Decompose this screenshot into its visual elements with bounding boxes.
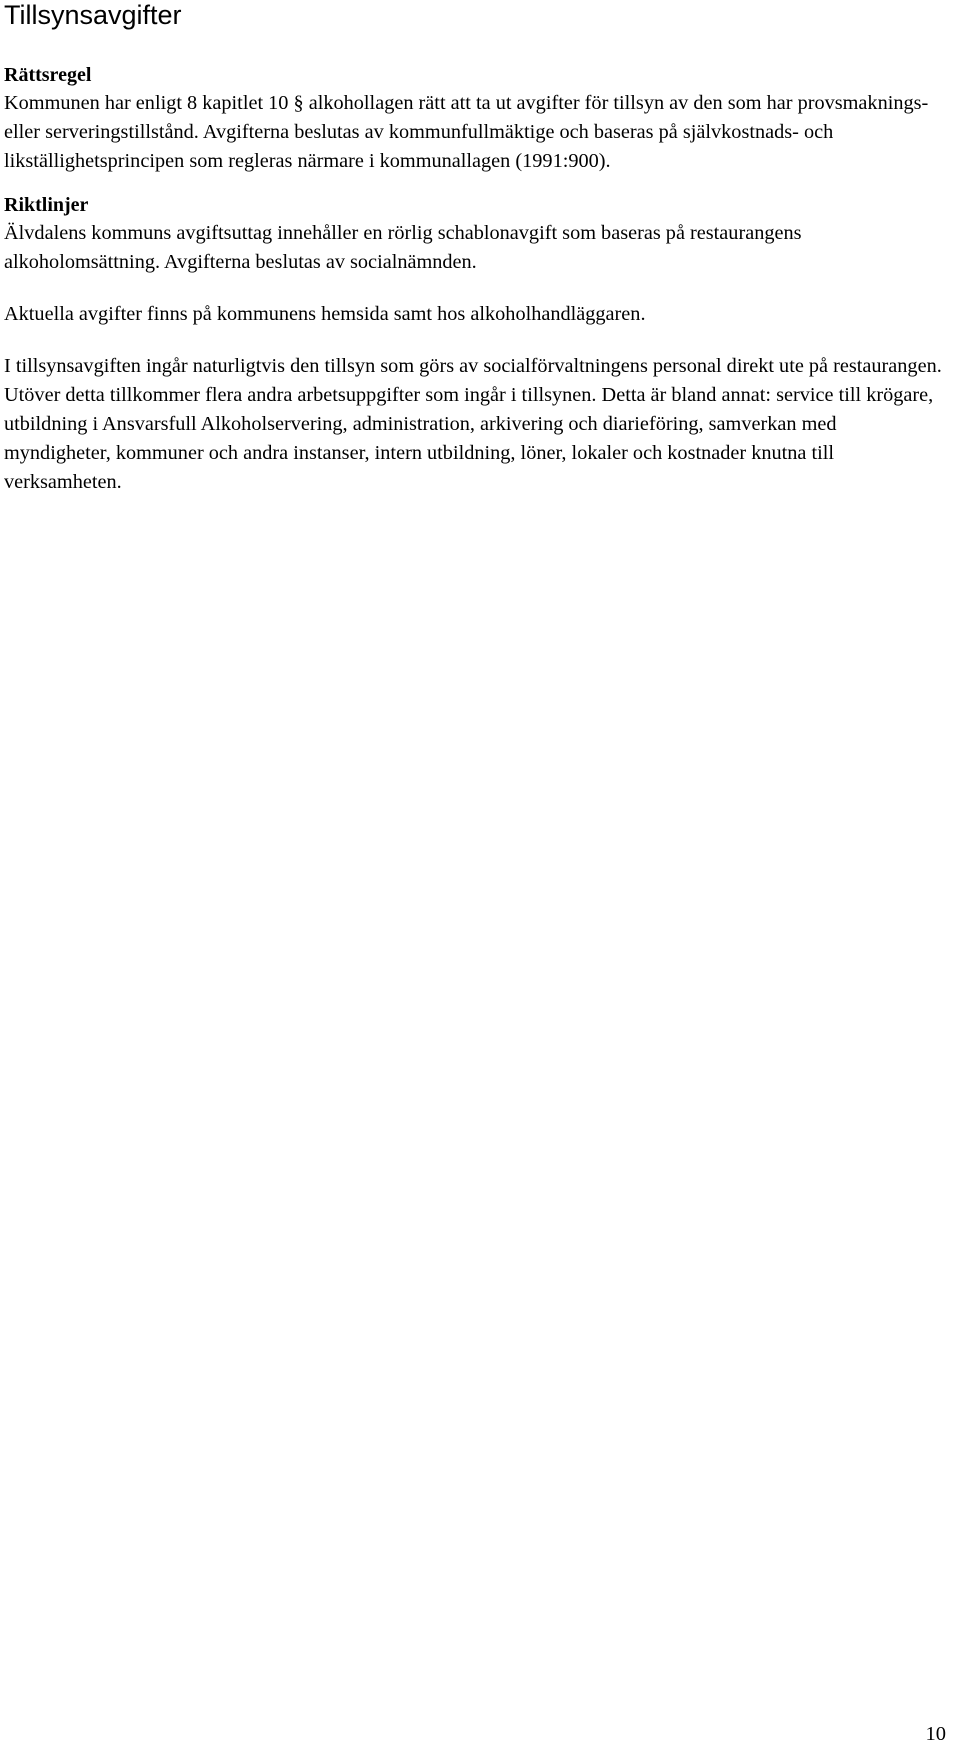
page-title: Tillsynsavgifter [4,0,182,30]
section-text-riktlinjer: Älvdalens kommuns avgiftsuttag innehåller en rörlig schablonavgift som baseras på restaurangens alkoholomsättning. Avgifterna beslutas av socialnämnden. [4,222,802,273]
section-heading-rattsregel: Rättsregel [4,64,92,86]
paragraph-aktuella-avgifter: Aktuella avgifter finns på kommunens hemsida samt hos alkoholhandläggaren. [4,303,646,325]
page-number: 10 [925,1723,946,1745]
section-rattsregel [4,61,948,176]
section-text-rattsregel: Kommunen har enligt 8 kapitlet 10 § alkohollagen rätt att ta ut avgifter för tillsyn av den som har provsmaknings- eller serveringstillstånd. Avgifterna beslutas av kommunfullmäktige och baseras på självkostnads- och likställighetsprincipen som regleras närmare i kommunallagen (1991:900). [4,92,929,172]
section-heading-riktlinjer: Riktlinjer [4,194,89,216]
section-riktlinjer [4,191,948,277]
document-body [4,0,948,497]
paragraph-tillsynsavgift-details: I tillsynsavgiften ingår naturligtvis den tillsyn som görs av socialförvaltningens personal direkt ute på restaurangen. Utöver detta tillkommer flera andra arbetsuppgifter som ingår i tillsynen. Detta är bland annat: service till krögare, utbildning i Ansvarsfull Alkoholservering, administration, arkivering och diarieföring, samverkan med myndigheter, kommuner och andra instanser, intern utbildning, löner, lokaler och kostnader knutna till verksamheten. [4,355,942,493]
